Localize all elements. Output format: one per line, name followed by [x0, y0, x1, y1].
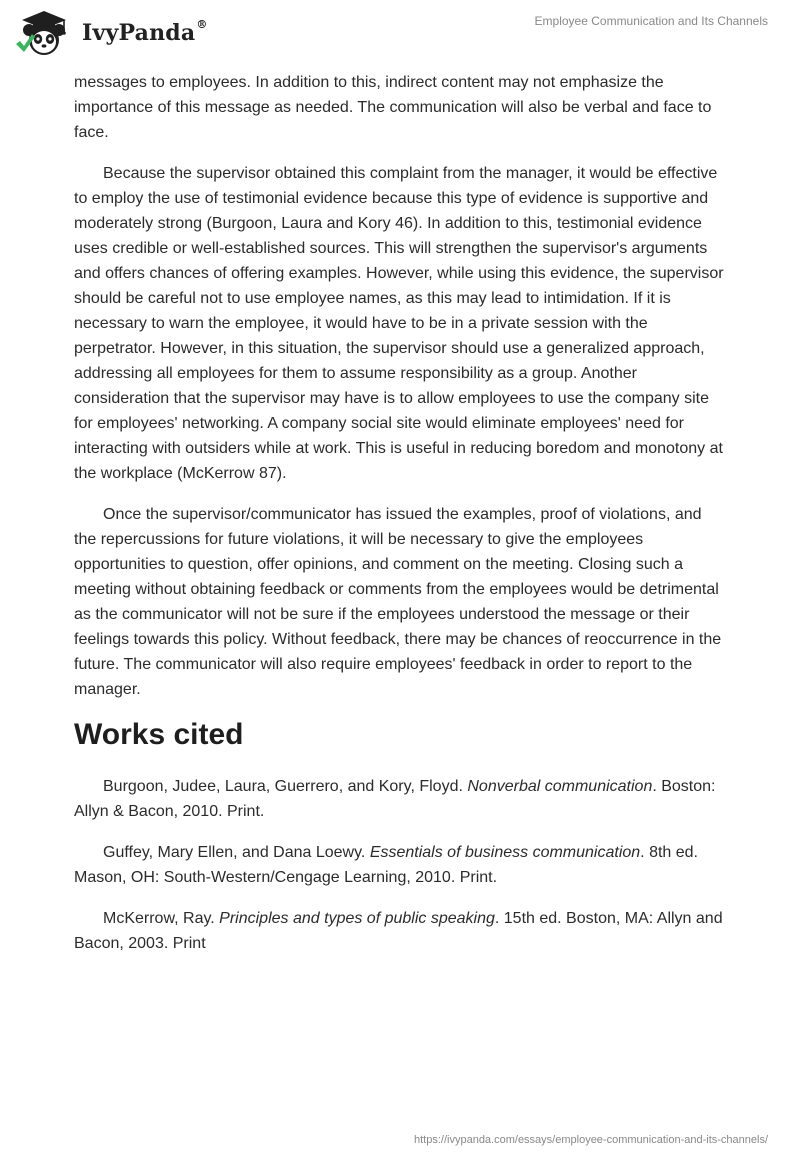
brand-name: IvyPanda® [82, 18, 208, 46]
source-url[interactable]: https://ivypanda.com/essays/employee-communication-and-its-channels/ [414, 1134, 768, 1146]
paragraph: Because the supervisor obtained this complaint from the manager, it would be effective to employ the use of testimonial evidence because this type of evidence is supportive and moderately strong (Burgoon, Laura and Kory 46). In addition to this, testimonial evidence uses credible or well-established sources. This will strengthen the supervisor's arguments and offers chances of offering examples. However, while using this evidence, the supervisor should be careful not to use employee names, as this may lead to intimidation. If it is necessary to warn the employee, it would have to be in a private session with the perpetrator. However, in this situation, the supervisor should use a generalized approach, addressing all employees for them to assume responsibility as a group. Another consideration that the supervisor may have is to allow employees to use the company site for employees' networking. A company social site would eliminate employees' need for interacting with outsiders while at work. This is useful in reducing boredom and monotony at the workplace (McKerrow 87). [74, 165, 724, 482]
works-cited-heading: Works cited [74, 718, 244, 751]
panda-graduate-icon [14, 8, 76, 58]
citation: Guffey, Mary Ellen, and Dana Loewy. Essentials of business communication. 8th ed. Mason, OH: South-Western/Cengage Learning, 2010. Print. [74, 844, 698, 886]
page-header [0, 0, 800, 70]
paragraph: messages to employees. In addition to this, indirect content may not emphasize the importance of this message as needed. The communication will also be verbal and face to face. [74, 74, 712, 141]
paragraph: Once the supervisor/communicator has issued the examples, proof of violations, and the repercussions for future violations, it will be necessary to give the employees opportunities to question, offer opinions, and comment on the meeting. Closing such a meeting without obtaining feedback or comments from the employees would be detrimental as the communicator will not be sure if the employees understood the message or their feelings towards this policy. Without feedback, there may be chances of reoccurrence in the future. The communicator will also require employees' feedback in order to report to the manager. [74, 506, 722, 698]
essay-body [74, 70, 726, 972]
citation: McKerrow, Ray. Principles and types of public speaking. 15th ed. Boston, MA: Allyn and Bacon, 2003. Print [74, 910, 723, 952]
citation: Burgoon, Judee, Laura, Guerrero, and Kory, Floyd. Nonverbal communication. Boston: Allyn & Bacon, 2010. Print. [74, 778, 716, 820]
ivypanda-logo[interactable] [14, 8, 208, 58]
document-title: Employee Communication and Its Channels [534, 14, 768, 28]
